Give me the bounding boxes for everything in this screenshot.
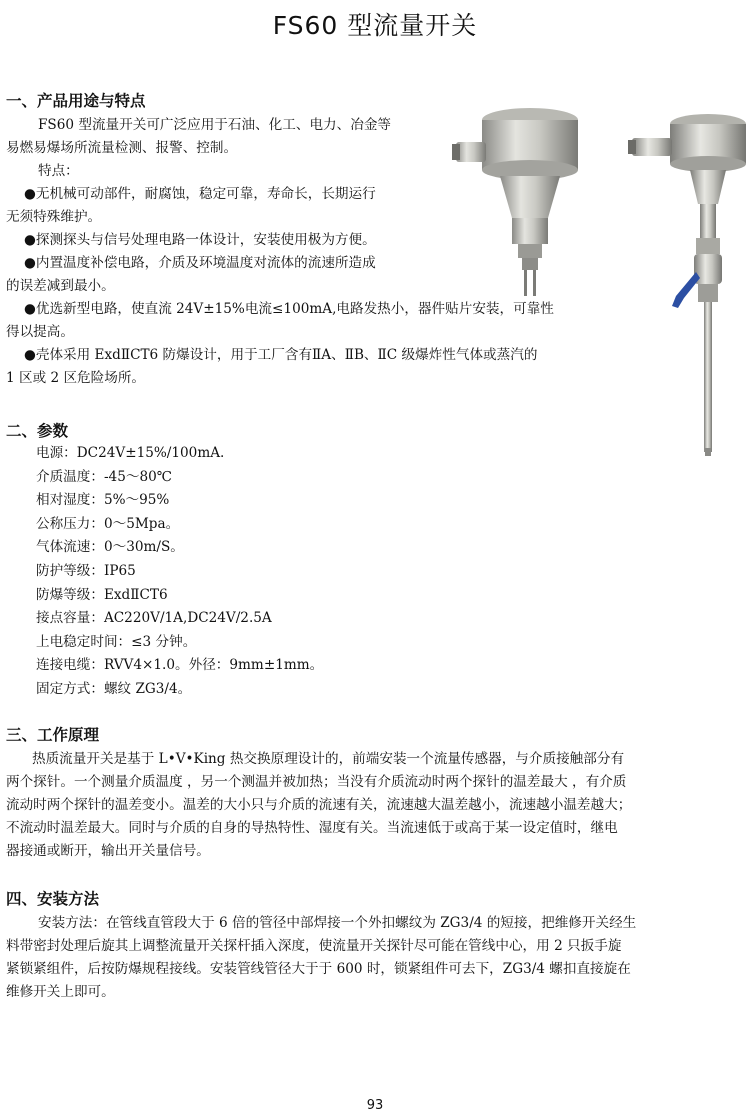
s3-line: 两个探针。一个测量介质温度 ，另一个测温并被加热；当没有介质流动时两个探针的温差最大 ，有介质 xyxy=(6,774,627,790)
param-item: 介质温度：-45～80℃ xyxy=(36,468,172,485)
section1-body-wide xyxy=(6,298,646,390)
s1-line: ●优选新型电路，使直流 24V±15%电流≤100mA,电路发热小，器件贴片安装，可靠性 xyxy=(24,301,554,317)
s1-line: FS60 型流量开关可广泛应用于石油、化工、电力、冶金等 xyxy=(38,117,392,133)
section3-heading: 三、工作原理 xyxy=(6,726,100,744)
section2-heading: 二、参数 xyxy=(6,422,69,440)
s3-line: 流动时两个探针的温差变小。温差的大小只与介质的流速有关，流速越大温差越小，流速越小温差越大； xyxy=(6,797,632,813)
s4-line: 紧锁紧组件，后按防爆规程接线。安装管线管径大于于 600 时，锁紧组件可去下，ZG3/4 螺扣直接旋在 xyxy=(6,961,631,977)
section1-heading: 一、产品用途与特点 xyxy=(6,92,146,110)
s4-line: 料带密封处理后旋其上调整流量开关探杆插入深度，使流量开关探针尽可能在管线中心，用 2 只扳手旋 xyxy=(6,938,622,954)
s3-line: 不流动时温差最大。同时与介质的自身的导热特性、湿度有关。当流速低于或高于某一设定值时，继电 xyxy=(6,820,618,836)
param-item: 上电稳定时间：≤3 分钟。 xyxy=(36,633,197,650)
s1-line: 1 区或 2 区危险场所。 xyxy=(6,370,146,386)
parameter-list xyxy=(36,442,323,702)
s1-line: 特点： xyxy=(38,163,79,179)
section4-heading: 四、安装方法 xyxy=(6,890,100,908)
s4-line: 维修开关上即可。 xyxy=(6,984,115,1000)
s1-line: ●壳体采用 ExdⅡCT6 防爆设计，用于工厂含有ⅡA、ⅡB、ⅡC 级爆炸性气体或蒸汽的 xyxy=(24,347,538,363)
s1-line: 的误差减到最小。 xyxy=(6,278,115,294)
s1-line: 得以提高。 xyxy=(6,324,74,340)
product-photo-valve-probe xyxy=(624,108,750,458)
s1-line: 易燃易爆场所流量检测、报警、控制。 xyxy=(6,140,238,156)
param-item: 电源：DC24V±15%/100mA. xyxy=(36,445,225,461)
s3-line: 热质流量开关是基于 L•V•King 热交换原理设计的，前端安装一个流量传感器，与介质接触部分有 xyxy=(32,751,625,767)
param-item: 连接电缆：RVV4×1.0。外径：9mm±1mm。 xyxy=(36,657,324,674)
param-item: 接点容量：AC220V/1A,DC24V/2.5A xyxy=(36,610,272,627)
s1-line: ●内置温度补偿电路，介质及环境温度对流体的流速所造成 xyxy=(24,255,376,271)
s3-line: 器接通或断开，输出开关量信号。 xyxy=(6,843,210,859)
param-item: 防护等级：IP65 xyxy=(36,562,136,579)
param-item: 气体流速：0～30m/S。 xyxy=(36,539,184,556)
s1-line: 无须特殊维护。 xyxy=(6,209,102,225)
param-item: 公称压力：0～5Mpa。 xyxy=(36,515,180,532)
s1-line: ●探测探头与信号处理电路一体设计，安装使用极为方便。 xyxy=(24,232,376,248)
s1-line: ●无机械可动部件，耐腐蚀，稳定可靠，寿命长，长期运行 xyxy=(24,186,376,202)
param-item: 相对湿度：5%～95% xyxy=(36,492,170,509)
product-photo-housing xyxy=(452,102,602,298)
section1-body xyxy=(6,114,476,298)
param-item: 防爆等级：ExdⅡCT6 xyxy=(36,586,168,603)
section3-body xyxy=(6,748,744,863)
param-item: 固定方式：螺纹 ZG3/4。 xyxy=(36,680,192,697)
s4-line: 安装方法：在管线直管段大于 6 倍的管径中部焊接一个外扣螺纹为 ZG3/4 的短接，把维修开关经生 xyxy=(38,915,637,931)
section4-body xyxy=(6,912,744,1004)
page-number: 93 xyxy=(366,1098,384,1113)
page-title: FS60 型流量开关 xyxy=(272,11,478,40)
